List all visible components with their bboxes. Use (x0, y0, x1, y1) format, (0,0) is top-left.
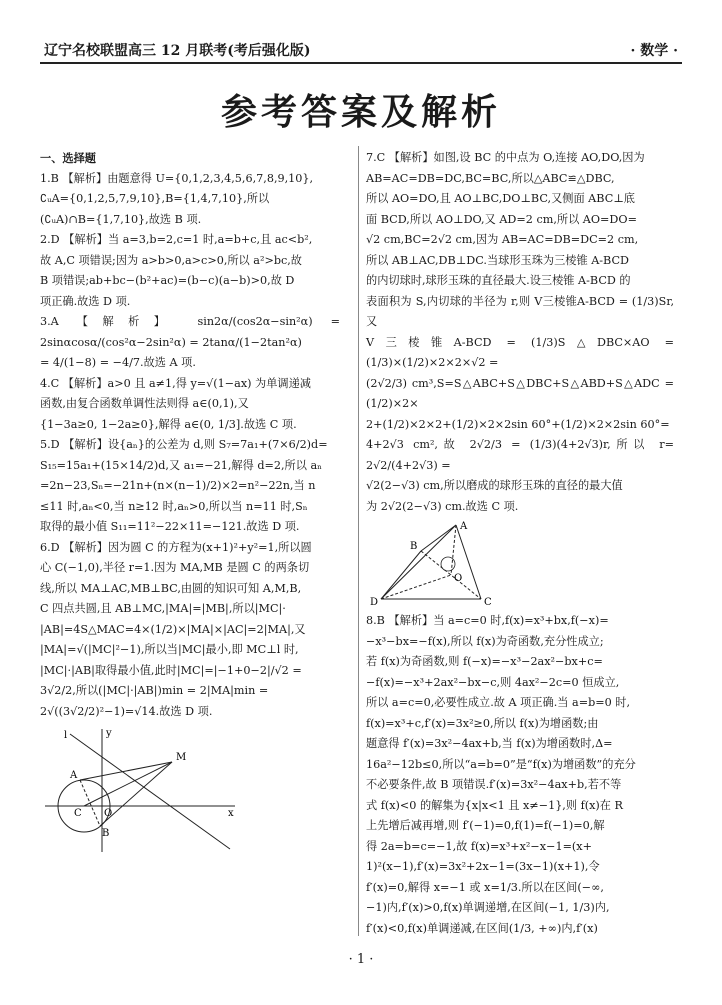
answer-line: 5.D 【解析】设{aₙ}的公差为 d,则 S₇=7a₁+(7×6/2)d= (40, 438, 328, 451)
label-m: M (176, 752, 187, 763)
answer-line: =2n−23,Sₙ=−21n+(n×(n−1)/2)×2=n²−22n,当 n (40, 479, 316, 492)
answer-line: 1.B 【解析】由题意得 U={0,1,2,3,4,5,6,7,8,9,10}, (40, 171, 314, 185)
answer-line: {1−3a≥0, 1−2a≥0},解得 a∈(0, 1/3].故选 C 项. (40, 417, 297, 431)
answer-line: = 4/(1−8) = −4/7.故选 A 项. (40, 356, 196, 369)
answer-line: f′(x)<0,f(x)单调递减,在区间(1/3, +∞)内,f′(x) (366, 921, 598, 935)
page-header (0, 0, 722, 62)
answer-item (366, 148, 674, 517)
answer-line: 8.B 【解析】当 a=c=0 时,f(x)=x³+bx,f(−x)= (366, 614, 609, 627)
answer-line: 7.C 【解析】如图,设 BC 的中点为 O,连接 AO,DO,因为 (366, 151, 645, 164)
answer-line: |MC|·|AB|取得最小值,此时|MC|=|−1+0−2|/√2 = (40, 663, 302, 677)
answer-line: 4.C 【解析】a>0 且 a≠1,得 y=√(1−ax) 为单调递减 (40, 376, 311, 390)
label-b: B (102, 828, 110, 839)
answer-line: 表面积为 S,内切球的半径为 r,则 V三棱锥A-BCD = (1/3)Sr,又 (366, 294, 674, 328)
answer-line: 3.A 【解析】 sin2α/(cos2α−sin²α) = 2sinαcosα/(cos²α−2sin²α) = 2tanα/(1−2tan²α) (40, 315, 340, 349)
answer-line: 心 C(−1,0),半径 r=1.因为 MA,MB 是圆 C 的两条切 (40, 561, 310, 574)
answer-line: (∁ᵤA)∩B={1,7,10},故选 B 项. (40, 212, 202, 226)
answer-line: 所以 AB⊥AC,DB⊥DC.当球形玉珠为三棱锥 A-BCD (366, 253, 630, 267)
answer-item (40, 169, 340, 231)
answer-line: 线,所以 MA⊥AC,MB⊥BC,由圆的知识可知 A,M,B, (40, 581, 302, 595)
answer-line: ≤11 时,aₙ<0,当 n≥12 时,aₙ>0,所以当 n=11 时,Sₙ (40, 499, 308, 513)
answer-line: B 项错误;ab+bc−(b²+ac)=(b−c)(a−b)>0,故 D (40, 274, 295, 287)
label-y: y (106, 728, 112, 739)
answer-line: −1)内,f′(x)>0,f(x)单调递增,在区间(−1, 1/3)内, (366, 901, 610, 914)
answer-line: f(x)=x³+c,f′(x)=3x²≥0,所以 f(x)为增函数;由 (366, 716, 599, 730)
answer-line: 面 BCD,所以 AO⊥DO,又 AD=2 cm,所以 AO=DO= (366, 212, 637, 226)
answer-line: ∁ᵤA={0,1,2,5,7,9,10},B={1,4,7,10},所以 (40, 192, 270, 205)
answer-line: 3√2/2,所以(|MC|·|AB|)min = 2|MA|min = (40, 684, 269, 697)
answer-item (40, 230, 340, 312)
answer-line: 为 2√2(2−√3) cm.故选 C 项. (366, 499, 519, 513)
answer-item (40, 435, 340, 538)
answer-line: √2(2−√3) cm,所以磨成的球形玉珠的直径的最大值 (366, 479, 623, 492)
answer-line: 所以 a=c=0,必要性成立.故 A 项正确.当 a=b=0 时, (366, 696, 631, 709)
answer-line: 函数,由复合函数单调性法则得 a∈(0,1),又 (40, 397, 249, 410)
label-x: x (228, 808, 234, 819)
answer-line: 2+(1/2)×2×2+(1/2)×2×2sin 60°+(1/2)×2×2sin 60°= (366, 417, 670, 431)
section-heading: 一、选择题 (40, 151, 96, 165)
label-l: l (64, 730, 68, 741)
answer-line: 故 A,C 项错误;因为 a>b>0,a>c>0,所以 a²>bc,故 (40, 253, 302, 267)
right-items-q7 (366, 148, 674, 517)
answer-line: AB=AC=DB=DC,BC=BC,所以△ABC≌△DBC, (366, 171, 615, 185)
tetrahedron-figure (366, 519, 566, 609)
answer-line: 项正确.故选 D 项. (40, 294, 131, 308)
answer-line: 4+2√3 cm²,故 2√2/3 = (1/3)(4+2√3)r,所以 r= 2√2/(4+2√3) = (366, 438, 674, 472)
answer-item (40, 312, 340, 374)
answer-line: V三棱锥A-BCD = (1/3)S△DBC×AO = (1/3)×(1/2)×2×2×√2 = (366, 335, 674, 369)
answer-line: √2 cm,BC=2√2 cm,因为 AB=AC=DB=DC=2 cm, (366, 233, 639, 246)
answer-line: S₁₅=15a₁+(15×14/2)d,又 a₁=−21,解得 d=2,所以 aₙ (40, 458, 322, 472)
label-c: C (484, 597, 492, 608)
answer-line: 16a²−12b≤0,所以“a=b=0”是“f(x)为增函数”的充分 (366, 757, 636, 771)
answer-line: 所以 AO=DO,且 AO⊥BC,DO⊥BC,又侧面 ABC⊥底 (366, 192, 635, 205)
answer-line: |MA|=√(|MC|²−1),所以当|MC|最小,即 MC⊥l 时, (40, 643, 299, 656)
answer-line: 上先增后减再增,则 f′(−1)=0,f(1)=f(−1)=0,解 (366, 819, 605, 832)
answer-line: (2√2/3) cm³,S=S△ABC+S△DBC+S△ABD+S△ADC = (1/2)×2× (366, 376, 674, 410)
left-column (40, 148, 340, 856)
answer-line: 的内切球时,球形玉珠的直径最大.设三棱锥 A-BCD 的 (366, 274, 631, 287)
answer-line: 不必要条件,故 B 项错误.f′(x)=3x²−4ax+b,若不等 (366, 778, 622, 791)
answer-item (366, 611, 674, 939)
answer-line: f′(x)=0,解得 x=−1 或 x=1/3.所以在区间(−∞, (366, 880, 604, 894)
label-c: C (74, 808, 82, 819)
answer-line: 6.D 【解析】因为圆 C 的方程为(x+1)²+y²=1,所以圆 (40, 540, 312, 554)
circle-tangent-figure (40, 724, 240, 854)
answer-line: 2√((3√2/2)²−1)=√14.故选 D 项. (40, 704, 213, 718)
right-items-q8 (366, 611, 674, 939)
answer-line: 2.D 【解析】当 a=3,b=2,c=1 时,a=b+c,且 ac<b², (40, 233, 313, 246)
label-a: A (460, 521, 468, 532)
answer-line: 式 f(x)<0 的解集为{x|x<1 且 x≠−1},则 f(x)在 R (366, 798, 623, 812)
header-subject: · 数学 · (630, 43, 678, 59)
label-d: D (370, 597, 379, 608)
page-number: · 1 · (348, 952, 374, 967)
header-exam-title: 辽宁名校联盟高三 12 月联考(考后强化版) (44, 43, 311, 59)
label-a: A (70, 770, 78, 781)
answer-line: C 四点共圆,且 AB⊥MC,|MA|=|MB|,所以|MC|· (40, 602, 286, 615)
column-divider (358, 146, 359, 936)
label-o: O (454, 573, 463, 584)
left-items (40, 169, 340, 723)
answer-line: 取得的最小值 S₁₁=11²−22×11=−121.故选 D 项. (40, 520, 300, 533)
header-rule (40, 62, 682, 64)
answer-line: 题意得 f′(x)=3x²−4ax+b,当 f(x)为增函数时,Δ= (366, 737, 613, 750)
answer-line: 得 2a=b=c=−1,故 f(x)=x³+x²−x−1=(x+ (366, 839, 592, 853)
label-o: O (104, 808, 113, 819)
answer-line: −f(x)=−x³+2ax²−bx−c,则 4ax²−2c=0 恒成立, (366, 675, 620, 689)
answer-line: 1)²(x−1),f′(x)=3x²+2x−1=(3x−1)(x+1),令 (366, 860, 600, 873)
answer-line: −x³−bx=−f(x),所以 f(x)为奇函数,充分性成立; (366, 634, 604, 648)
page-title: 参考答案及解析 (220, 92, 501, 133)
answer-item (40, 538, 340, 723)
label-b: B (410, 541, 418, 552)
answer-line: |AB|=4S△MAC=4×(1/2)×|MA|×|AC|=2|MA|,又 (40, 622, 306, 636)
right-column (366, 148, 674, 939)
answer-line: 若 f(x)为奇函数,则 f(−x)=−x³−2ax²−bx+c= (366, 655, 603, 668)
answer-item (40, 374, 340, 436)
